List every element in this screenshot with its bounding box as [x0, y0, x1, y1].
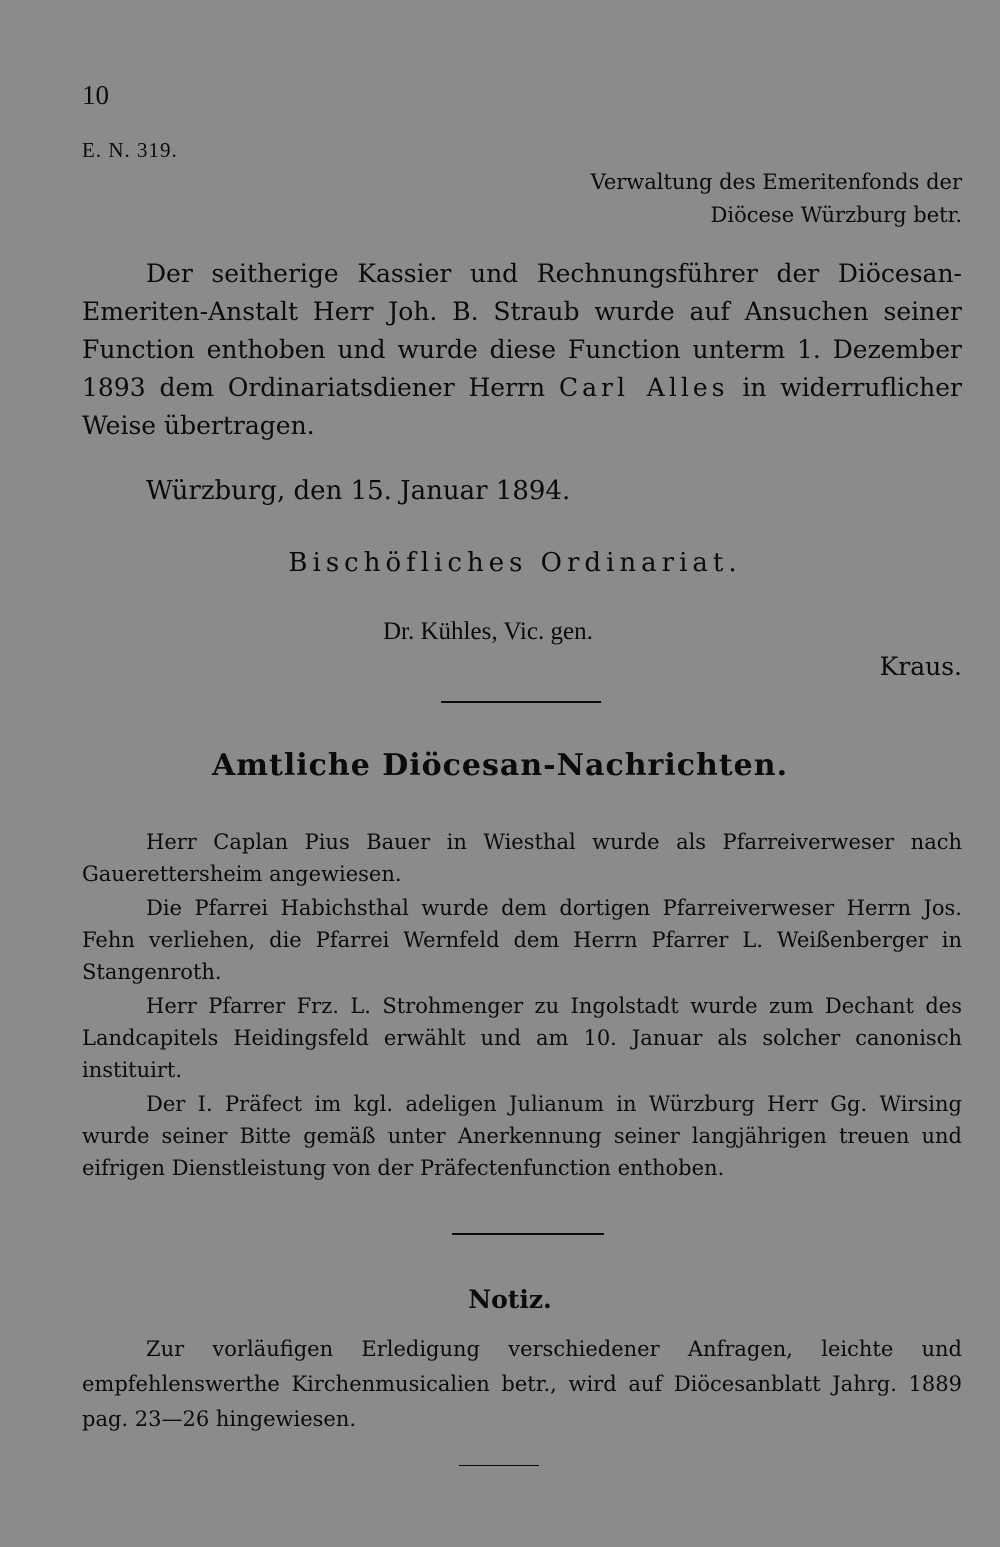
- date-line: Würzburg, den 15. Januar 1894.: [146, 476, 571, 506]
- news-item: Herr Caplan Pius Bauer in Wiesthal wurde als Pfarreiverweser nach Gauerettersheim angewiesen.: [82, 830, 962, 886]
- subject-block: [542, 166, 962, 232]
- notice-paragraph: Zur vorläufigen Erledigung verschiedener Anfragen, leichte und empfehlenswerthe Kirchenmusicalien betr., wird auf Diöcesanblatt Jahrg. 1889 pag. 23—26 hingewiesen.: [82, 1337, 962, 1431]
- news-item: Die Pfarrei Habichsthal wurde dem dortigen Pfarreiverweser Herrn Jos. Fehn verliehen, die Pfarrei Wernfeld dem Herrn Pfarrer L. Weißenberger in Stangenroth.: [82, 896, 962, 984]
- announcement-name: Carl Alles: [558, 373, 729, 402]
- subject-line-2: Diöcese Würzburg betr.: [710, 203, 962, 227]
- divider-rule: [459, 1465, 539, 1466]
- subject-line-1: Verwaltung des Emeritenfonds der: [590, 170, 962, 194]
- announcement-part-2: in widerruflicher Weise übertragen.: [82, 373, 963, 440]
- divider-rule: [452, 1233, 604, 1235]
- news-item: Herr Pfarrer Frz. L. Strohmenger zu Ingolstadt wurde zum Dechant des Landcapitels Heidingsfeld erwählt und am 10. Januar als solcher canonisch instituirt.: [82, 994, 962, 1082]
- news-list: [82, 826, 962, 1186]
- page-number: 10: [82, 80, 109, 110]
- reference-number: E. N. 319.: [82, 138, 178, 162]
- announcement-paragraph: [82, 255, 962, 445]
- notice-heading: Notiz.: [468, 1285, 552, 1314]
- issuing-authority: Bischöfliches Ordinariat.: [288, 548, 742, 578]
- news-item: Der I. Präfect im kgl. adeligen Julianum in Würzburg Herr Gg. Wirsing wurde seiner Bitte gemäß unter Anerkennung seiner langjährigen treuen und eifrigen Dienstleistung von der Präfectenfunction enthoben.: [82, 1092, 962, 1180]
- signature-secretary: Kraus.: [879, 652, 962, 681]
- signature-vicar-general: Dr. Kühles, Vic. gen.: [383, 618, 593, 645]
- section-heading: Amtliche Diöcesan-Nachrichten.: [211, 748, 789, 783]
- announcement-part-1: Der seitherige Kassier und Rechnungsführer der Diöcesan-Emeriten-Anstalt Herr Joh. B. Straub wurde auf Ansuchen seiner Function enthoben und wurde diese Function unterm 1. Dezember 1893 dem Ordinariatsdiener Herrn: [82, 259, 962, 402]
- divider-rule: [441, 701, 601, 703]
